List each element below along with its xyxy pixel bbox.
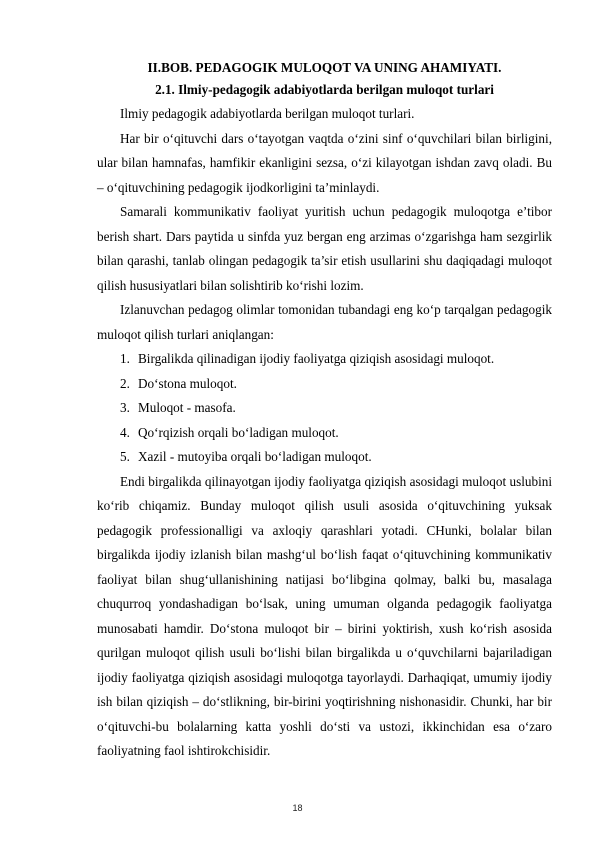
list-item [97,347,552,372]
communication-types-list [97,347,552,470]
paragraph: Endi birgalikda qilinayotgan ijodiy faoliyatga qiziqish asosidagi muloqot uslubini ko‘rib chiqamiz. Bunday muloqot qilish usuli asosida o‘qituvchining yuksak pedagogik professionalligi va axloqiy qarashlari yotadi. CHunki, bolalar bilan birgalikda ijodiy izlanish bilan mashg‘ul bo‘lish faqat o‘qituvchining kommunikativ faoliyat bilan shug‘ullanishining natijasi bo‘libgina qolmay, balki bu, masalaga chuqurroq yondashadigan bo‘lsak, uning umuman olganda pedagogik faoliyatga munosabati hamdir. Do‘stona muloqot bir – birini yoktirish, xush ko‘rish asosida qurilgan muloqot qilish usuli bo‘lishi bilan birgalikda u o‘quvchilarni bajariladigan ijodiy faoliyatga qiziqish asosidagi muloqotga tayorlaydi. Darhaqiqat, umumiy ijodiy ish bilan qiziqish – do‘stlikning, bir-birini yoqtirishning nishonasidir. Chunki, har bir o‘qituvchi-bu bolalarning katta yoshli do‘sti va ustozi, ikkinchidan esa o‘zaro faoliyatning faol ishtirokchisidir. [97,473,552,758]
paragraph: Ilmiy pedagogik adabiyotlarda berilgan muloqot turlari. [120,106,415,121]
list-number: 4. [120,424,130,440]
list-text: Birgalikda qilinadigan ijodiy faoliyatga qiziqish asosidagi muloqot. [138,351,495,366]
list-item [97,445,552,470]
list-item [97,421,552,446]
paragraph: Har bir o‘qituvchi dars o‘tayotgan vaqtda o‘zini sinf o‘quvchilari bilan birligini, ular bilan hamnafas, hamfikir ekanligini sezsa, o‘zi kilayotgan ishdan zavq oladi. Bu – o‘qituvchining pedagogik ijodkorligini ta’minlaydi. [97,130,552,195]
list-text: Muloqot - masofa. [138,400,236,415]
list-number: 1. [120,351,130,366]
section-title: 2.1. Ilmiy-pedagogik adabiyotlarda berilgan muloqot turlari [155,82,494,97]
list-number: 5. [120,449,130,464]
list-item [97,396,552,421]
list-number: 2. [120,375,130,391]
paragraph: Samarali kommunikativ faoliyat yuritish uchun pedagogik muloqotga e’tibor berish shart. Dars paytida u sinfda yuz bergan eng arzimas o‘zgarishga ham sezgirlik bilan qarashi, tanlab olingan pedagogik ta’sir etish usullarini shu daqiqadagi muloqot qilish hususiyatlari bilan solishtirib ko‘rishi lozim. [97,204,552,293]
list-item [97,372,552,397]
list-text: Qo‘rqizish orqali bo‘ladigan muloqot. [138,424,339,440]
chapter-title: II.BOB. PEDAGOGIK MULOQOT VA UNING AHAMIYATI. [147,60,502,75]
paragraph: Izlanuvchan pedagog olimlar tomonidan tubandagi eng ko‘p tarqalgan pedagogik muloqot qilish turlari aniqlangan: [97,302,552,342]
list-text: Xazil - mutoyiba orqali bo‘ladigan muloqot. [138,449,372,464]
page-number: 18 [292,803,303,813]
list-text: Do‘stona muloqot. [138,375,237,391]
page-content [97,57,552,764]
list-number: 3. [120,400,130,415]
